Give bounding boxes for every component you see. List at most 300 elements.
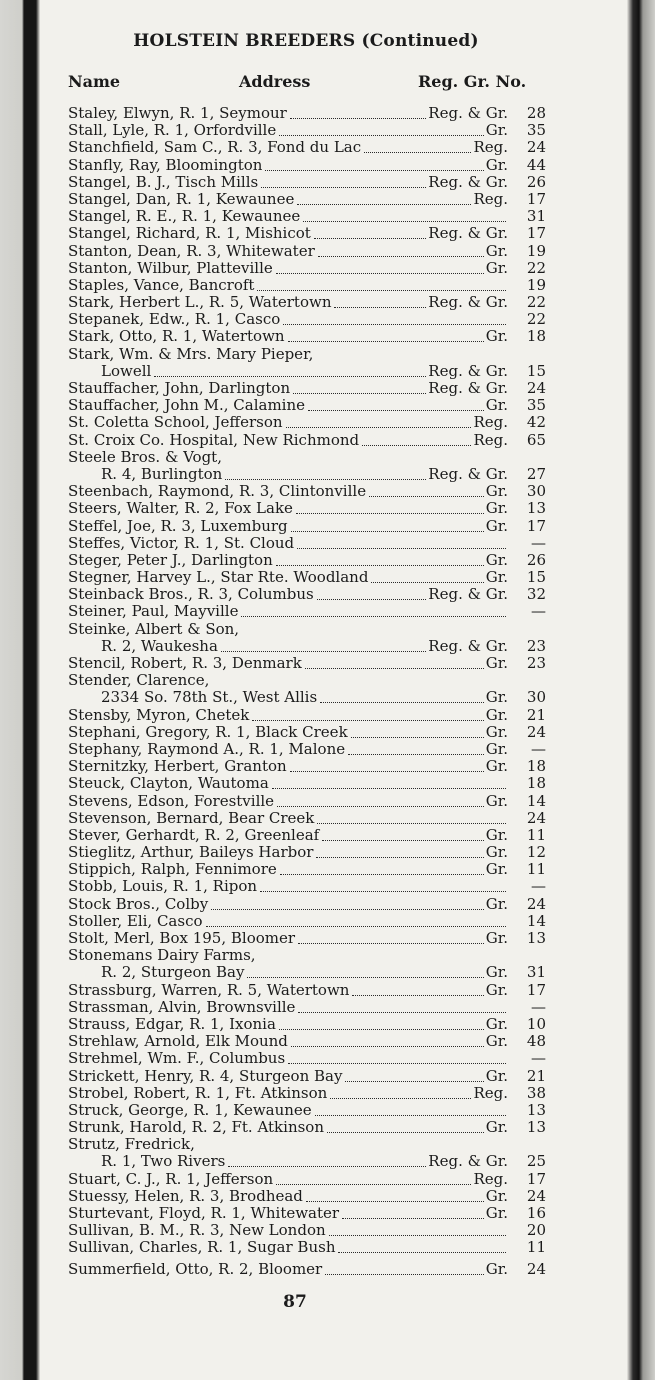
- dot-leader: [345, 1081, 483, 1082]
- list-item: [0, 1205, 655, 1222]
- dot-leader: [330, 1098, 471, 1099]
- entry-number: 24: [526, 808, 546, 827]
- entry-line: [68, 930, 508, 947]
- entry-number: 24: [526, 379, 546, 397]
- list-item: [0, 1239, 655, 1256]
- entry-registration-status: Reg.: [473, 189, 508, 208]
- dot-leader: [260, 891, 506, 892]
- entry-number: 18: [526, 757, 546, 776]
- list-item: [0, 947, 655, 964]
- entry-number: 31: [526, 963, 546, 982]
- dot-leader: [293, 393, 426, 394]
- entry-line: [68, 775, 508, 792]
- dot-leader: [211, 909, 484, 910]
- entry-registration-status: Reg.: [473, 430, 508, 449]
- dot-leader: [257, 290, 506, 291]
- list-item: [0, 1119, 655, 1136]
- entry-line: [68, 328, 508, 345]
- dot-leader: [348, 754, 484, 755]
- entry-registration-status: Reg.: [473, 1169, 508, 1188]
- entry-text: Stark, Herbert L., R. 5, Watertown: [68, 293, 332, 312]
- entry-line: [68, 1222, 508, 1239]
- entry-registration-status: Reg.: [473, 138, 508, 157]
- entry-number: —: [531, 739, 546, 758]
- entry-text: Steele Bros. & Vogt,: [68, 447, 222, 466]
- dot-leader: [325, 1274, 483, 1275]
- entry-number: 42: [526, 413, 546, 432]
- entry-number: 22: [526, 258, 546, 277]
- list-item: [0, 346, 655, 363]
- entry-text: Stippich, Ralph, Fennimore: [68, 860, 277, 879]
- entry-number: —: [531, 877, 546, 896]
- entry-line: [68, 586, 508, 603]
- entry-registration-status: Reg. & Gr.: [428, 361, 508, 380]
- entry-text: Strassburg, Warren, R. 5, Watertown: [68, 980, 350, 999]
- dot-leader: [288, 1063, 506, 1064]
- list-item: [0, 225, 655, 242]
- entry-line: [68, 311, 508, 328]
- entry-text: Stock Bros., Colby: [68, 894, 209, 913]
- entry-line: [68, 414, 508, 431]
- dot-leader: [297, 548, 506, 549]
- page-heading: HOLSTEIN BREEDERS (Continued): [133, 31, 479, 51]
- list-item: [0, 414, 655, 431]
- entry-text: Stanfly, Ray, Bloomington: [68, 155, 263, 174]
- list-item: [0, 1153, 655, 1170]
- entry-line: [68, 569, 508, 586]
- dot-leader: [364, 152, 471, 153]
- entry-number: 13: [526, 929, 546, 947]
- entry-line: [101, 363, 508, 380]
- entry-line: [68, 844, 508, 861]
- entry-line: [68, 277, 508, 294]
- entry-line: [68, 552, 508, 569]
- entry-text: Stall, Lyle, R. 1, Orfordville: [68, 121, 277, 140]
- list-item: [0, 191, 655, 208]
- entry-number: 23: [526, 636, 546, 655]
- entry-line: [68, 896, 508, 913]
- entry-number: 35: [526, 121, 546, 140]
- entry-line: [68, 260, 508, 277]
- list-item: [0, 707, 655, 724]
- entry-registration-status: Gr.: [485, 929, 508, 947]
- entry-line: [68, 1068, 508, 1085]
- list-item: [0, 672, 655, 689]
- dot-leader: [327, 1132, 484, 1133]
- entry-number: 22: [526, 293, 546, 312]
- entry-line: [68, 1085, 508, 1102]
- entry-text: Stolt, Merl, Box 195, Bloomer: [68, 929, 296, 947]
- entry-number: 17: [526, 189, 546, 208]
- entry-text: Strauss, Edgar, R. 1, Ixonia: [68, 1014, 276, 1033]
- list-item: [0, 1261, 655, 1278]
- entry-number: 27: [526, 464, 546, 483]
- entry-line: [68, 947, 508, 964]
- entry-text: Strehmel, Wm. F., Columbus: [68, 1049, 286, 1068]
- entry-text: Stanchfield, Sam C., R. 3, Fond du Lac: [68, 138, 362, 157]
- entry-registration-status: Gr.: [485, 688, 508, 707]
- entry-line: [68, 793, 508, 810]
- dot-leader: [308, 410, 484, 411]
- entry-number: 25: [526, 1152, 546, 1171]
- list-item: [0, 569, 655, 586]
- entry-text: Stoller, Eli, Casco: [68, 911, 203, 930]
- list-item: [0, 1033, 655, 1050]
- entry-number: 23: [526, 654, 546, 672]
- list-item: [0, 311, 655, 328]
- dot-leader: [298, 1012, 506, 1013]
- entry-registration-status: Gr.: [485, 568, 508, 587]
- entry-registration-status: Gr.: [485, 1066, 508, 1085]
- entry-line: [68, 724, 508, 741]
- entry-number: 17: [526, 980, 546, 999]
- page-number: 87: [283, 1292, 307, 1312]
- entry-line: [68, 1239, 508, 1256]
- entry-registration-status: Gr.: [485, 396, 508, 415]
- list-item: [0, 638, 655, 655]
- dot-leader: [261, 187, 426, 188]
- list-item: [0, 535, 655, 552]
- entry-number: 20: [526, 1221, 546, 1240]
- list-item: [0, 397, 655, 414]
- entry-line: [68, 397, 508, 414]
- entry-number: 18: [526, 774, 546, 793]
- entry-text: Strickett, Henry, R. 4, Sturgeon Bay: [68, 1066, 343, 1085]
- list-item: [0, 243, 655, 260]
- list-item: [0, 655, 655, 672]
- entry-text: 2334 So. 78th St., West Allis: [101, 688, 318, 707]
- entry-registration-status: Gr.: [485, 843, 508, 862]
- entry-registration-status: Reg. & Gr.: [428, 104, 508, 122]
- entry-registration-status: Gr.: [485, 963, 508, 982]
- entry-number: 24: [526, 1259, 546, 1278]
- dot-leader: [279, 135, 483, 136]
- dot-leader: [241, 616, 506, 617]
- dot-leader: [316, 857, 483, 858]
- entry-text: Stevenson, Bernard, Bear Creek: [68, 808, 315, 827]
- entry-text: Sturtevant, Floyd, R. 1, Whitewater: [68, 1204, 340, 1222]
- dot-leader: [206, 926, 507, 927]
- entry-number: 26: [526, 172, 546, 191]
- entry-text: Strutz, Fredrick,: [68, 1135, 195, 1154]
- list-item: [0, 483, 655, 500]
- entry-text: Steinke, Albert & Son,: [68, 619, 240, 638]
- list-item: [0, 1068, 655, 1085]
- entry-text: Stieglitz, Arthur, Baileys Harbor: [68, 843, 314, 862]
- list-item: [0, 139, 655, 156]
- entry-registration-status: Gr.: [485, 722, 508, 741]
- dot-leader: [306, 1201, 484, 1202]
- entry-registration-status: Gr.: [485, 739, 508, 758]
- entry-text: Stegner, Harvey L., Star Rte. Woodland: [68, 568, 369, 587]
- list-item: [0, 500, 655, 517]
- dot-leader: [314, 238, 426, 239]
- entry-registration-status: Reg. & Gr.: [428, 224, 508, 243]
- entry-line: [101, 964, 508, 981]
- entry-line: [68, 432, 508, 449]
- list-item: [0, 1085, 655, 1102]
- entry-text: Summerfield, Otto, R. 2, Bloomer: [68, 1259, 323, 1278]
- dot-leader: [298, 943, 484, 944]
- dot-leader: [228, 1166, 426, 1167]
- list-item: [0, 844, 655, 861]
- list-item: [0, 878, 655, 895]
- dot-leader: [296, 513, 484, 514]
- dot-leader: [154, 376, 426, 377]
- entry-number: 11: [526, 825, 546, 844]
- list-item: [0, 277, 655, 294]
- entry-line: [68, 1188, 508, 1205]
- entry-text: Steger, Peter J., Darlington: [68, 550, 273, 569]
- entry-registration-status: Gr.: [485, 550, 508, 569]
- entry-number: 13: [526, 1118, 546, 1137]
- dot-leader: [276, 273, 484, 274]
- entry-line: [68, 225, 508, 242]
- entry-text: Strobel, Robert, R. 1, Ft. Atkinson: [68, 1083, 328, 1102]
- entry-registration-status: Reg. & Gr.: [428, 585, 508, 604]
- entry-number: 24: [526, 894, 546, 913]
- entry-text: Struck, George, R. 1, Kewaunee: [68, 1100, 312, 1119]
- entry-line: [68, 1136, 508, 1153]
- entry-number: 21: [526, 1066, 546, 1085]
- entry-registration-status: Gr.: [485, 860, 508, 879]
- entry-text: Stephany, Raymond A., R. 1, Malone: [68, 739, 346, 758]
- entry-number: —: [531, 1049, 546, 1068]
- entry-registration-status: Gr.: [485, 1259, 508, 1278]
- list-item: [0, 964, 655, 981]
- entry-text: Stauffacher, John, Darlington: [68, 379, 291, 397]
- dot-leader: [303, 221, 506, 222]
- dot-leader: [342, 1218, 484, 1219]
- entry-text: St. Croix Co. Hospital, New Richmond: [68, 430, 360, 449]
- entry-line: [68, 535, 508, 552]
- entry-line: [68, 157, 508, 174]
- entry-line: [68, 294, 508, 311]
- entry-text: R. 2, Sturgeon Bay: [101, 963, 245, 982]
- entry-text: Steinback Bros., R. 3, Columbus: [68, 585, 314, 604]
- dot-leader: [351, 737, 484, 738]
- entry-text: Stark, Wm. & Mrs. Mary Pieper,: [68, 344, 314, 363]
- entry-text: Sullivan, Charles, R. 1, Sugar Bush: [68, 1238, 336, 1257]
- entry-number: 13: [526, 499, 546, 518]
- entry-number: 24: [526, 1186, 546, 1205]
- entry-text: Stever, Gerhardt, R. 2, Greenleaf: [68, 825, 320, 844]
- entry-line: [68, 174, 508, 191]
- dot-leader: [334, 307, 426, 308]
- entry-text: Stevens, Edson, Forestville: [68, 791, 275, 810]
- entry-number: 24: [526, 138, 546, 157]
- entry-registration-status: Gr.: [485, 791, 508, 810]
- entry-number: 11: [526, 860, 546, 879]
- entry-line: [68, 999, 508, 1016]
- column-header-address: Address: [239, 72, 311, 91]
- entry-text: Stangel, B. J., Tisch Mills: [68, 172, 259, 191]
- entry-line: [68, 672, 508, 689]
- entry-text: Stender, Clarence,: [68, 671, 210, 690]
- column-headers: [68, 72, 558, 94]
- list-item: [0, 552, 655, 569]
- entry-line: [68, 913, 508, 930]
- dot-leader: [317, 599, 427, 600]
- entry-line: [68, 191, 508, 208]
- entry-line: [68, 878, 508, 895]
- entry-line: [68, 827, 508, 844]
- entry-number: 32: [526, 585, 546, 604]
- list-item: [0, 758, 655, 775]
- entry-registration-status: Gr.: [485, 482, 508, 501]
- entry-number: 11: [526, 1238, 546, 1257]
- entry-registration-status: Reg.: [473, 413, 508, 432]
- dot-leader: [291, 1046, 484, 1047]
- entry-number: 21: [526, 705, 546, 724]
- entry-text: Strassman, Alvin, Brownsville: [68, 997, 296, 1016]
- entry-registration-status: Gr.: [485, 1118, 508, 1137]
- entry-number: 65: [526, 430, 546, 449]
- entry-registration-status: Gr.: [485, 980, 508, 999]
- list-item: [0, 1102, 655, 1119]
- entry-text: R. 1, Two Rivers: [101, 1152, 226, 1171]
- list-item: [0, 810, 655, 827]
- entry-text: St. Coletta School, Jefferson: [68, 413, 283, 432]
- entry-line: [68, 707, 508, 724]
- list-item: [0, 105, 655, 122]
- entry-text: Strunk, Harold, R. 2, Ft. Atkinson: [68, 1118, 324, 1137]
- entry-text: Stangel, R. E., R. 1, Kewaunee: [68, 207, 301, 226]
- list-item: [0, 1171, 655, 1188]
- entry-line: [68, 982, 508, 999]
- entry-line: [68, 1205, 508, 1222]
- entry-number: 28: [526, 104, 546, 122]
- entry-text: Stensby, Myron, Chetek: [68, 705, 250, 724]
- entry-number: 16: [526, 1204, 546, 1222]
- entry-text: Stangel, Richard, R. 1, Mishicot: [68, 224, 311, 243]
- list-item: [0, 861, 655, 878]
- dot-leader: [290, 771, 484, 772]
- entry-line: [68, 810, 508, 827]
- entry-line: [68, 346, 508, 363]
- entry-text: Steuck, Clayton, Wautoma: [68, 774, 269, 793]
- dot-leader: [329, 1235, 506, 1236]
- list-item: [0, 466, 655, 483]
- entry-line: [68, 655, 508, 672]
- entry-number: 19: [526, 241, 546, 260]
- entry-text: Steffes, Victor, R. 1, St. Cloud: [68, 533, 295, 552]
- dot-leader: [338, 1252, 506, 1253]
- entry-text: Staley, Elwyn, R. 1, Seymour: [68, 104, 287, 122]
- entry-number: 15: [526, 568, 546, 587]
- entry-text: Stobb, Louis, R. 1, Ripon: [68, 877, 258, 896]
- entry-text: Stuessy, Helen, R. 3, Brodhead: [68, 1186, 303, 1205]
- dot-leader: [279, 1029, 484, 1030]
- entry-registration-status: Gr.: [485, 1014, 508, 1033]
- column-header-reg-gr-no: Reg. Gr. No.: [418, 72, 527, 91]
- dot-leader: [221, 651, 426, 652]
- entry-number: 17: [526, 224, 546, 243]
- list-item: [0, 1188, 655, 1205]
- entry-text: Stangel, Dan, R. 1, Kewaunee: [68, 189, 295, 208]
- entry-text: Stanton, Dean, R. 3, Whitewater: [68, 241, 315, 260]
- entry-registration-status: Gr.: [485, 499, 508, 518]
- entry-number: —: [531, 533, 546, 552]
- entry-line: [68, 1050, 508, 1067]
- entry-registration-status: Reg. & Gr.: [428, 293, 508, 312]
- entry-number: 31: [526, 207, 546, 226]
- dot-leader: [320, 702, 484, 703]
- entry-text: R. 2, Waukesha: [101, 636, 218, 655]
- list-item: [0, 689, 655, 706]
- entry-line: [68, 122, 508, 139]
- entry-registration-status: Reg. & Gr.: [428, 636, 508, 655]
- entry-line: [68, 603, 508, 620]
- entry-number: 12: [526, 843, 546, 862]
- entry-registration-status: Gr.: [485, 241, 508, 260]
- list-item: [0, 621, 655, 638]
- entry-text: Sternitzky, Herbert, Granton: [68, 757, 287, 776]
- entry-number: —: [531, 602, 546, 621]
- entry-number: 10: [526, 1014, 546, 1033]
- dot-leader: [369, 496, 484, 497]
- entry-number: 44: [526, 155, 546, 174]
- entry-number: 19: [526, 275, 546, 294]
- entry-text: Sullivan, B. M., R. 3, New London: [68, 1221, 326, 1240]
- entry-line: [68, 861, 508, 878]
- list-item: [0, 1222, 655, 1239]
- dot-leader: [318, 256, 484, 257]
- list-item: [0, 586, 655, 603]
- entry-number: 14: [526, 791, 546, 810]
- entry-line: [101, 689, 508, 706]
- entry-registration-status: Gr.: [485, 155, 508, 174]
- list-item: [0, 1136, 655, 1153]
- entry-text: R. 4, Burlington: [101, 464, 223, 483]
- dot-leader: [305, 668, 484, 669]
- dot-leader: [315, 1115, 506, 1116]
- entry-line: [68, 1033, 508, 1050]
- entry-text: Stanton, Wilbur, Platteville: [68, 258, 273, 277]
- entry-registration-status: Gr.: [485, 654, 508, 672]
- entry-line: [68, 500, 508, 517]
- entry-registration-status: Gr.: [485, 825, 508, 844]
- entry-number: 18: [526, 327, 546, 346]
- list-item: [0, 1016, 655, 1033]
- list-item: [0, 260, 655, 277]
- list-item: [0, 380, 655, 397]
- entry-number: 15: [526, 361, 546, 380]
- dot-leader: [362, 445, 471, 446]
- list-item: [0, 913, 655, 930]
- entry-text: Steenbach, Raymond, R. 3, Clintonville: [68, 482, 367, 501]
- entry-line: [68, 741, 508, 758]
- list-item: [0, 724, 655, 741]
- entry-registration-status: Gr.: [485, 894, 508, 913]
- entry-registration-status: Gr.: [485, 258, 508, 277]
- entry-registration-status: Gr.: [485, 1032, 508, 1051]
- dot-leader: [272, 788, 506, 789]
- entry-number: 17: [526, 1169, 546, 1188]
- entry-text: Stephani, Gregory, R. 1, Black Creek: [68, 722, 348, 741]
- dot-leader: [283, 324, 506, 325]
- dot-leader: [265, 170, 483, 171]
- list-item: [0, 603, 655, 620]
- entry-text: Stepanek, Edw., R. 1, Casco: [68, 310, 281, 329]
- entry-registration-status: Reg.: [473, 1083, 508, 1102]
- entry-text: Stauffacher, John M., Calamine: [68, 396, 306, 415]
- entry-text: Steffel, Joe, R. 3, Luxemburg: [68, 516, 288, 535]
- dot-leader: [252, 720, 483, 721]
- list-item: [0, 449, 655, 466]
- entry-registration-status: Gr.: [485, 516, 508, 535]
- entry-line: [68, 449, 508, 466]
